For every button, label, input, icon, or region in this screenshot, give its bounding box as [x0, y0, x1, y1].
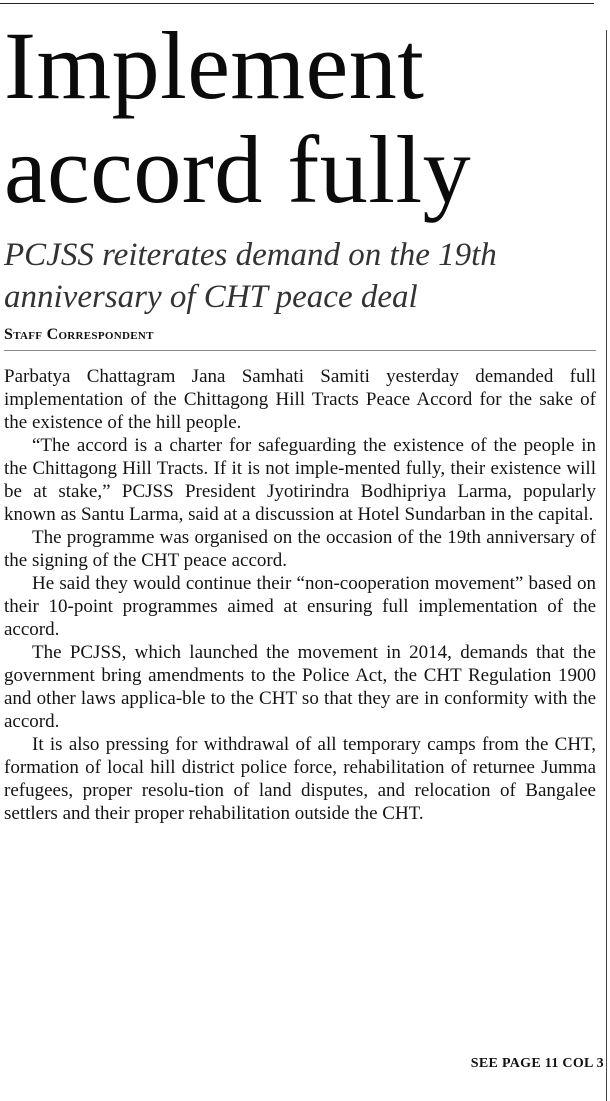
- paragraph-5: The PCJSS, which launched the movement in 2014, demands that the government bring amendments to the Police Act, the CHT Regulation 1900 and other laws applica-ble to the CHT so that they are in conformity with the accord.: [4, 642, 596, 732]
- continued-on-page-link[interactable]: SEE PAGE 11 COL 3: [470, 1056, 604, 1071]
- article-body: [4, 365, 596, 825]
- headline-line-1: Implement: [4, 12, 425, 119]
- byline-divider: [4, 350, 596, 351]
- headline-line-2: accord fully: [4, 116, 472, 223]
- subheadline-line-2: anniversary of CHT peace deal: [4, 279, 418, 315]
- headline: [4, 14, 596, 222]
- paragraph-1: Parbatya Chattagram Jana Samhati Samiti yesterday demanded full implementation of the Chittagong Hill Tracts Peace Accord for the sake of the existence of the hill people.: [4, 366, 596, 433]
- byline: Staff Correspondent: [4, 326, 154, 343]
- subheadline: [4, 234, 596, 318]
- paragraph-2: “The accord is a charter for safeguarding the existence of the people in the Chittagong Hill Tracts. If it is not imple-mented fully, their existence will be at stake,” PCJSS President Jyotirindra Bodhipriya Larma, popularly known as Santu Larma, said at a discussion at Hotel Sundarban in the capital.: [4, 435, 596, 525]
- column-rule: [606, 30, 607, 1101]
- top-rule: [0, 3, 594, 4]
- subheadline-line-1: PCJSS reiterates demand on the 19th: [4, 237, 497, 273]
- article: [4, 14, 596, 825]
- paragraph-3: The programme was organised on the occasion of the 19th anniversary of the signing of the CHT peace accord.: [4, 527, 596, 571]
- paragraph-6: It is also pressing for withdrawal of all temporary camps from the CHT, formation of local hill district police force, rehabilitation of returnee Jumma refugees, proper resolu-tion of land disputes, and relocation of Bangalee settlers and their proper rehabilitation outside the CHT.: [4, 734, 596, 824]
- paragraph-4: He said they would continue their “non-cooperation movement” based on their 10-point programmes aimed at ensuring full implementation of the accord.: [4, 573, 596, 640]
